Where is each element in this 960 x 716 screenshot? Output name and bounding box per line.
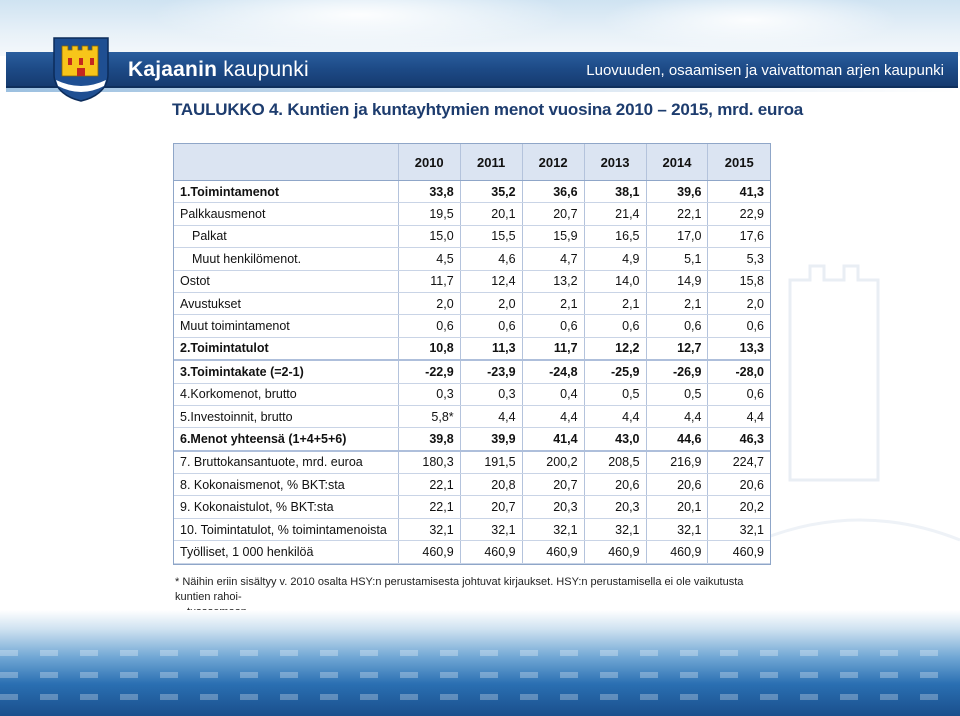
value-cell: 20,8 [460, 474, 522, 496]
value-cell: 4,4 [522, 405, 584, 427]
value-cell: 11,3 [460, 337, 522, 360]
value-cell: 21,4 [584, 203, 646, 225]
value-cell: 191,5 [460, 451, 522, 474]
row-label: 1.Toimintamenot [174, 181, 398, 203]
table-row [174, 315, 770, 337]
value-cell: 2,0 [460, 292, 522, 314]
value-cell: 460,9 [584, 541, 646, 563]
table-title: TAULUKKO 4. Kuntien ja kuntayhtymien menot vuosina 2010 – 2015, mrd. euroa [172, 100, 804, 119]
row-label: 3.Toimintakate (=2-1) [174, 360, 398, 383]
value-cell: 4,4 [708, 405, 770, 427]
value-cell: 460,9 [460, 541, 522, 563]
value-cell: 5,3 [708, 248, 770, 270]
value-cell: 39,9 [460, 428, 522, 451]
value-cell: 32,1 [522, 518, 584, 540]
value-cell: 32,1 [584, 518, 646, 540]
value-cell: 20,3 [522, 496, 584, 518]
row-label: Palkat [174, 225, 398, 247]
year-header: 2014 [646, 144, 708, 181]
value-cell: 0,6 [584, 315, 646, 337]
wave [0, 672, 960, 678]
value-cell: 5,1 [646, 248, 708, 270]
year-header: 2013 [584, 144, 646, 181]
value-cell: 32,1 [646, 518, 708, 540]
value-cell: 14,0 [584, 270, 646, 292]
value-cell: 41,3 [708, 181, 770, 203]
expenditure-table [173, 143, 771, 565]
wave [0, 650, 960, 656]
row-label: 5.Investoinnit, brutto [174, 405, 398, 427]
table-row [174, 474, 770, 496]
slogan: Luovuuden, osaamisen ja vaivattoman arjen kaupunki [586, 62, 944, 79]
value-cell: 20,1 [646, 496, 708, 518]
value-cell: 2,0 [398, 292, 460, 314]
value-cell: 32,1 [708, 518, 770, 540]
value-cell: -25,9 [584, 360, 646, 383]
value-cell: 0,6 [460, 315, 522, 337]
value-cell: 15,9 [522, 225, 584, 247]
value-cell: 0,5 [646, 383, 708, 405]
value-cell: 39,8 [398, 428, 460, 451]
value-cell: 20,7 [522, 203, 584, 225]
table-row [174, 383, 770, 405]
value-cell: 12,2 [584, 337, 646, 360]
value-cell: 208,5 [584, 451, 646, 474]
value-cell: 10,8 [398, 337, 460, 360]
value-cell: 19,5 [398, 203, 460, 225]
value-cell: 20,2 [708, 496, 770, 518]
value-cell: 460,9 [522, 541, 584, 563]
value-cell: 20,6 [584, 474, 646, 496]
value-cell: 36,6 [522, 181, 584, 203]
value-cell: 38,1 [584, 181, 646, 203]
value-cell: 200,2 [522, 451, 584, 474]
cloud [150, 0, 570, 50]
value-cell: -26,9 [646, 360, 708, 383]
value-cell: 32,1 [398, 518, 460, 540]
value-cell: 0,6 [646, 315, 708, 337]
value-cell: 41,4 [522, 428, 584, 451]
table-row [174, 292, 770, 314]
value-cell: 13,2 [522, 270, 584, 292]
table-row [174, 360, 770, 383]
value-cell: 44,6 [646, 428, 708, 451]
value-cell: 460,9 [398, 541, 460, 563]
row-label: 10. Toimintatulot, % toimintamenoista [174, 518, 398, 540]
value-cell: 2,1 [584, 292, 646, 314]
table-header-row [174, 144, 770, 181]
value-cell: 20,6 [646, 474, 708, 496]
value-cell: 13,3 [708, 337, 770, 360]
value-cell: 0,5 [584, 383, 646, 405]
value-cell: -24,8 [522, 360, 584, 383]
value-cell: 4,7 [522, 248, 584, 270]
year-header: 2011 [460, 144, 522, 181]
table-row [174, 428, 770, 451]
value-cell: 15,5 [460, 225, 522, 247]
value-cell: 5,8* [398, 405, 460, 427]
header-label-cell [174, 144, 398, 181]
table-row [174, 518, 770, 540]
value-cell: 12,7 [646, 337, 708, 360]
row-label: 7. Bruttokansantuote, mrd. euroa [174, 451, 398, 474]
table-row [174, 337, 770, 360]
table-row [174, 248, 770, 270]
row-label: 9. Kokonaistulot, % BKT:sta [174, 496, 398, 518]
value-cell: -23,9 [460, 360, 522, 383]
row-label: Palkkausmenot [174, 203, 398, 225]
value-cell: 43,0 [584, 428, 646, 451]
value-cell: -28,0 [708, 360, 770, 383]
value-cell: 12,4 [460, 270, 522, 292]
row-label: Ostot [174, 270, 398, 292]
year-header: 2015 [708, 144, 770, 181]
value-cell: 22,1 [646, 203, 708, 225]
table-row [174, 541, 770, 563]
value-cell: 2,1 [522, 292, 584, 314]
city-name-rest: kaupunki [223, 58, 309, 81]
value-cell: 460,9 [646, 541, 708, 563]
table-row [174, 451, 770, 474]
value-cell: 20,6 [708, 474, 770, 496]
castle-watermark-icon [760, 120, 960, 580]
table-row [174, 270, 770, 292]
value-cell: 180,3 [398, 451, 460, 474]
value-cell: 15,0 [398, 225, 460, 247]
value-cell: 4,5 [398, 248, 460, 270]
table-row [174, 405, 770, 427]
value-cell: 0,4 [522, 383, 584, 405]
value-cell: 22,1 [398, 496, 460, 518]
value-cell: 16,5 [584, 225, 646, 247]
value-cell: 20,7 [460, 496, 522, 518]
sky-background [0, 0, 960, 56]
year-header: 2012 [522, 144, 584, 181]
value-cell: 22,1 [398, 474, 460, 496]
value-cell: 460,9 [708, 541, 770, 563]
value-cell: 15,8 [708, 270, 770, 292]
row-label: Työlliset, 1 000 henkilöä [174, 541, 398, 563]
value-cell: 4,6 [460, 248, 522, 270]
cloud [600, 0, 900, 50]
city-name [128, 58, 309, 82]
water-background [0, 610, 960, 716]
value-cell: 22,9 [708, 203, 770, 225]
value-cell: 20,7 [522, 474, 584, 496]
footnote-line: * Näihin eriin sisältyy v. 2010 osalta HSY:n perustamisesta johtuvat kirjaukset. HSY:n perustamisella ei ole vaikutusta kuntien rahoi- [175, 576, 744, 603]
value-cell: 4,9 [584, 248, 646, 270]
table-row [174, 496, 770, 518]
value-cell: 4,4 [584, 405, 646, 427]
value-cell: 224,7 [708, 451, 770, 474]
value-cell: -22,9 [398, 360, 460, 383]
value-cell: 14,9 [646, 270, 708, 292]
value-cell: 11,7 [398, 270, 460, 292]
value-cell: 2,1 [646, 292, 708, 314]
value-cell: 20,3 [584, 496, 646, 518]
table-row [174, 181, 770, 203]
value-cell: 17,0 [646, 225, 708, 247]
value-cell: 46,3 [708, 428, 770, 451]
value-cell: 0,3 [398, 383, 460, 405]
value-cell: 20,1 [460, 203, 522, 225]
table-row [174, 203, 770, 225]
value-cell: 33,8 [398, 181, 460, 203]
wave [0, 694, 960, 700]
value-cell: 0,6 [398, 315, 460, 337]
row-label: 6.Menot yhteensä (1+4+5+6) [174, 428, 398, 451]
table-row [174, 225, 770, 247]
row-label: 2.Toimintatulot [174, 337, 398, 360]
value-cell: 35,2 [460, 181, 522, 203]
city-name-bold: Kajaanin [128, 58, 218, 81]
row-label: Muut toimintamenot [174, 315, 398, 337]
value-cell: 32,1 [460, 518, 522, 540]
row-label: 8. Kokonaismenot, % BKT:sta [174, 474, 398, 496]
value-cell: 0,6 [522, 315, 584, 337]
value-cell: 2,0 [708, 292, 770, 314]
value-cell: 17,6 [708, 225, 770, 247]
value-cell: 4,4 [460, 405, 522, 427]
row-label: Avustukset [174, 292, 398, 314]
row-label: 4.Korkomenot, brutto [174, 383, 398, 405]
value-cell: 11,7 [522, 337, 584, 360]
row-label: Muut henkilömenot. [174, 248, 398, 270]
value-cell: 0,3 [460, 383, 522, 405]
value-cell: 0,6 [708, 315, 770, 337]
value-cell: 0,6 [708, 383, 770, 405]
coat-of-arms-icon [50, 36, 112, 102]
value-cell: 4,4 [646, 405, 708, 427]
value-cell: 216,9 [646, 451, 708, 474]
value-cell: 39,6 [646, 181, 708, 203]
year-header: 2010 [398, 144, 460, 181]
